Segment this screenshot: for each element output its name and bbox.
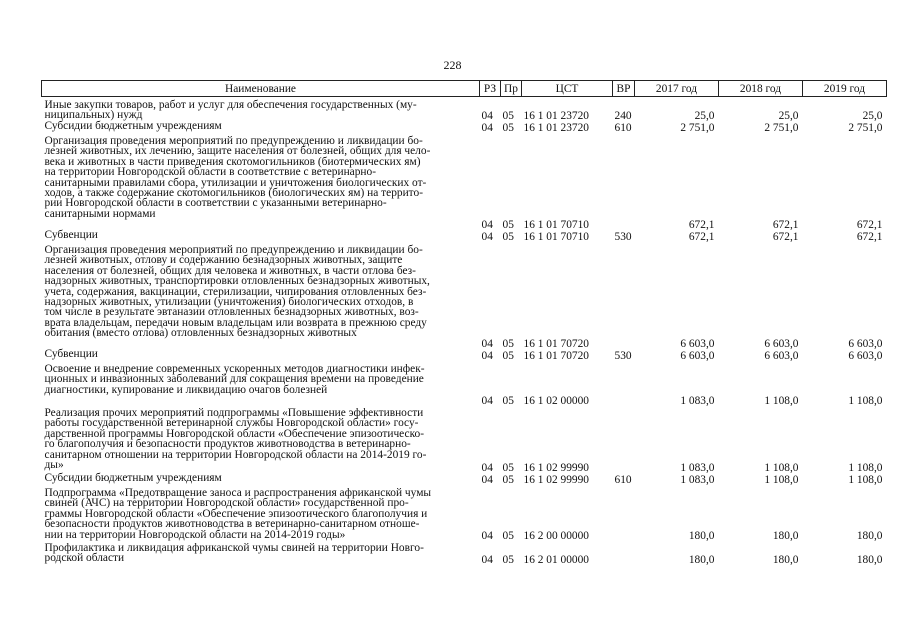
row-2018: 180,0 bbox=[772, 553, 799, 566]
table-row bbox=[42, 134, 887, 230]
row-vr: 530 bbox=[614, 349, 632, 362]
row-2019: 672,1 bbox=[856, 218, 883, 231]
row-cst: 16 1 01 70720 bbox=[523, 349, 589, 362]
table-body bbox=[42, 97, 887, 566]
row-2017: 6 603,0 bbox=[680, 337, 715, 350]
row-name: Реализация прочих мероприятий подпрограммы «Повышение эффективности работы государственной ветеринарной службы Новгородской области» госу- дарственной программы Новгородской области «Обеспечение эпизоотическо- го благополучия и безопасности продуктов животноводства в ветеринарно- санитарном отношении на территории Новгородской области на 2014-2019 го- ды» bbox=[44, 407, 427, 472]
row-2019: 180,0 bbox=[856, 529, 883, 542]
row-2017: 672,1 bbox=[688, 230, 715, 243]
row-vr: 610 bbox=[614, 473, 632, 486]
row-rz: 04 bbox=[481, 473, 493, 486]
row-2018: 1 108,0 bbox=[764, 473, 799, 486]
header-rz: РЗ bbox=[480, 81, 501, 97]
row-name: Субсидии бюджетным учреждениям bbox=[44, 472, 222, 484]
row-2018: 672,1 bbox=[772, 230, 799, 243]
row-rz: 04 bbox=[481, 529, 493, 542]
row-vr bbox=[613, 541, 635, 565]
row-pr: 05 bbox=[502, 553, 514, 566]
row-2017: 6 603,0 bbox=[680, 349, 715, 362]
row-name: Иные закупки товаров, работ и услуг для обеспечения государственных (му- ниципальных) нужд bbox=[44, 99, 417, 122]
row-rz: 04 bbox=[481, 349, 493, 362]
row-cst: 16 1 02 99990 bbox=[523, 461, 589, 474]
row-name: Организация проведения мероприятий по предупреждению и ликвидации бо- лезней животных, отлову и содержанию безнадзорных животных, защите населения от болезней, общих для человека и животных, в части отлова без- надзорных животных, транспортировки отловленных безнадзорных животных, учета, содержания, вакцинации, стерилизации, чипирования отловленных без- надзорных животных, утилизации (уничтожения) биологических отходов, в том числе в результате эвтаназии отловленных безнадзорных животных, воз- врата владельцам, передачи новым владельцам или возврата в прежнюю среду обитания (вместо отлова) отловленных безнадзорных животных bbox=[44, 244, 430, 340]
table-row bbox=[42, 486, 887, 541]
row-vr bbox=[613, 406, 635, 473]
row-2017: 1 083,0 bbox=[680, 461, 715, 474]
row-cst: 16 2 00 00000 bbox=[523, 529, 589, 542]
header-2019: 2019 год bbox=[803, 81, 887, 97]
row-2018: 1 108,0 bbox=[764, 394, 799, 407]
row-rz: 04 bbox=[481, 553, 493, 566]
row-name: Профилактика и ликвидация африканской чумы свиней на территории Новго- родской области bbox=[44, 542, 424, 565]
table-row bbox=[42, 243, 887, 349]
row-name: Субвенции bbox=[44, 348, 98, 360]
row-2017: 2 751,0 bbox=[680, 121, 715, 134]
row-vr: 610 bbox=[614, 121, 632, 134]
row-vr bbox=[613, 362, 635, 406]
row-2019: 2 751,0 bbox=[848, 121, 883, 134]
row-pr: 05 bbox=[502, 230, 514, 243]
row-cst: 16 1 01 70710 bbox=[523, 230, 589, 243]
row-cst: 16 1 02 99990 bbox=[523, 473, 589, 486]
row-2019: 1 108,0 bbox=[848, 473, 883, 486]
row-2019: 6 603,0 bbox=[848, 337, 883, 350]
header-name: Наименование bbox=[42, 81, 480, 97]
table-row bbox=[42, 406, 887, 473]
row-name: Субсидии бюджетным учреждениям bbox=[44, 120, 222, 132]
row-2017: 25,0 bbox=[694, 109, 715, 122]
row-2018: 1 108,0 bbox=[764, 461, 799, 474]
row-pr: 05 bbox=[502, 473, 514, 486]
row-2018: 6 603,0 bbox=[764, 337, 799, 350]
row-rz: 04 bbox=[481, 461, 493, 474]
row-2019: 1 108,0 bbox=[848, 461, 883, 474]
row-2019: 180,0 bbox=[856, 553, 883, 566]
page-number: 228 bbox=[443, 58, 462, 72]
row-vr: 240 bbox=[614, 109, 632, 122]
row-cst: 16 1 01 23720 bbox=[523, 109, 589, 122]
row-cst: 16 1 01 23720 bbox=[523, 121, 589, 134]
row-pr: 05 bbox=[502, 394, 514, 407]
row-2018: 672,1 bbox=[772, 218, 799, 231]
row-vr bbox=[613, 134, 635, 230]
row-pr: 05 bbox=[502, 349, 514, 362]
row-rz: 04 bbox=[481, 230, 493, 243]
header-vr: ВР bbox=[613, 81, 635, 97]
header-2017: 2017 год bbox=[635, 81, 719, 97]
row-2017: 672,1 bbox=[688, 218, 715, 231]
row-2017: 180,0 bbox=[688, 529, 715, 542]
row-rz: 04 bbox=[481, 394, 493, 407]
row-cst: 16 1 01 70720 bbox=[523, 337, 589, 350]
row-2017: 1 083,0 bbox=[680, 394, 715, 407]
row-cst: 16 2 01 00000 bbox=[523, 553, 589, 566]
row-2018: 25,0 bbox=[778, 109, 799, 122]
table-row bbox=[42, 541, 887, 565]
row-pr: 05 bbox=[502, 218, 514, 231]
table-row bbox=[42, 362, 887, 406]
row-2019: 1 108,0 bbox=[848, 394, 883, 407]
row-2018: 180,0 bbox=[772, 529, 799, 542]
table-row bbox=[42, 97, 887, 122]
row-vr: 530 bbox=[614, 230, 632, 243]
row-name: Субвенции bbox=[44, 229, 98, 241]
table-row bbox=[42, 473, 887, 486]
row-rz: 04 bbox=[481, 218, 493, 231]
row-name: Организация проведения мероприятий по предупреждению и ликвидации бо- лезней животных, их лечению, защите населения от болезней, общих для чело- века и животных в части приведения скотомогильников (биотермических ям) на территории Новгородской области в соответствие с ветеринарно- санитарными правилами сбора, утилизации и уничтожения биологических от- ходов, а также содержание скотомогильников (биологических ям) на террито- рии Новгородской области в соответствии с указанными ветеринарно- санитарными нормами bbox=[44, 135, 431, 220]
row-pr: 05 bbox=[502, 337, 514, 350]
row-2017: 1 083,0 bbox=[680, 473, 715, 486]
row-pr: 05 bbox=[502, 461, 514, 474]
row-pr: 05 bbox=[502, 109, 514, 122]
row-vr bbox=[613, 486, 635, 541]
table-header bbox=[42, 81, 887, 97]
row-name: Освоение и внедрение современных ускоренных методов диагностики инфек- ционных и инвазионных заболеваний для сокращения времени на проведение диагностики, купирование и ликвидацию очагов болезней bbox=[44, 363, 425, 396]
row-pr: 05 bbox=[502, 121, 514, 134]
row-name: Подпрограмма «Предотвращение заноса и распространения африканской чумы свиней (АЧС) на территории Новгородской области» государственной про- граммы Новгородской области «Обеспечение эпизоотического благополучия и безопасности продуктов животноводства в ветеринарно-санитарном отноше- нии на территории Новгородской области на 2014-2019 годы» bbox=[44, 487, 432, 541]
row-2018: 2 751,0 bbox=[764, 121, 799, 134]
row-rz: 04 bbox=[481, 337, 493, 350]
table-row bbox=[42, 121, 887, 134]
row-cst: 16 1 01 70710 bbox=[523, 218, 589, 231]
row-2017: 180,0 bbox=[688, 553, 715, 566]
table-row bbox=[42, 230, 887, 243]
header-pr: Пр bbox=[501, 81, 522, 97]
header-cst: ЦСТ bbox=[522, 81, 613, 97]
row-rz: 04 bbox=[481, 109, 493, 122]
row-cst: 16 1 02 00000 bbox=[523, 394, 589, 407]
row-vr bbox=[613, 243, 635, 349]
header-2018: 2018 год bbox=[719, 81, 803, 97]
row-rz: 04 bbox=[481, 121, 493, 134]
row-2019: 6 603,0 bbox=[848, 349, 883, 362]
row-2019: 672,1 bbox=[856, 230, 883, 243]
budget-table bbox=[41, 80, 887, 565]
row-2018: 6 603,0 bbox=[764, 349, 799, 362]
table-row bbox=[42, 349, 887, 362]
row-2019: 25,0 bbox=[862, 109, 883, 122]
row-pr: 05 bbox=[502, 529, 514, 542]
